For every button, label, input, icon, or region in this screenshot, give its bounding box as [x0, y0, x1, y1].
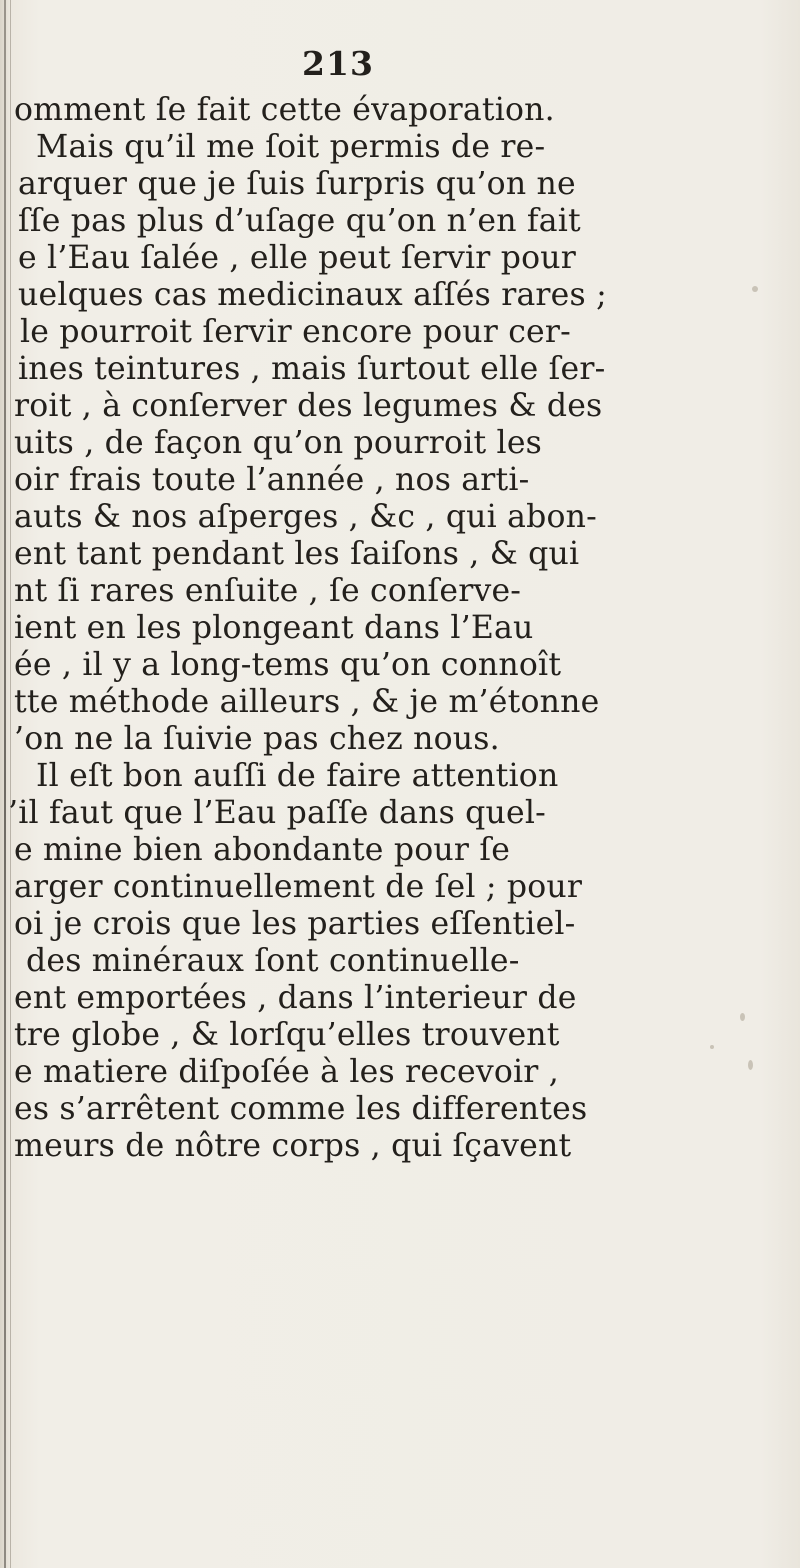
text-line: des minéraux ſont continuelle- [26, 943, 520, 979]
text-line: le pourroit ſervir encore pour cer- [20, 314, 571, 350]
text-line: meurs de nôtre corps , qui ſçavent [14, 1128, 572, 1164]
text-line: arger continuellement de ſel ; pour [14, 869, 583, 905]
paper-speck [710, 1045, 714, 1049]
paper-speck [748, 1060, 753, 1070]
text-line: ent emportées , dans l’interieur de [14, 980, 577, 1016]
text-line: ent tant pendant les ſaiſons , & qui [14, 536, 580, 572]
text-line: ines teintures , mais ſurtout elle ſer- [18, 351, 606, 387]
text-line: uelques cas medicinaux aſſés rares ; [18, 277, 607, 313]
text-line: oi je crois que les parties eſſentiel- [14, 906, 576, 942]
text-line: arquer que je ſuis ſurpris qu’on ne [18, 166, 576, 202]
text-line: ée , il y a long-tems qu’on connoît [14, 647, 562, 683]
text-line: tte méthode ailleurs , & je m’étonne [14, 684, 600, 720]
text-line: ient en les plongeant dans l’Eau [14, 610, 534, 646]
text-line: Il eſt bon auſſi de faire attention [36, 758, 559, 794]
text-line: uits , de façon qu’on pourroit les [14, 425, 543, 461]
text-line: roit , à conſerver des legumes & des [14, 388, 603, 424]
text-line: ſſe pas plus d’uſage qu’on n’en fait [18, 203, 581, 239]
text-line: ’on ne la ſuivie pas chez nous. [14, 721, 500, 757]
text-line: e mine bien abondante pour ſe [14, 832, 511, 868]
paper-speck [752, 286, 758, 292]
text-line: oir frais toute l’année , nos arti- [14, 462, 530, 498]
body-text [0, 92, 760, 1165]
text-line: ’il faut que l’Eau paſſe dans quel- [8, 795, 546, 831]
text-line: e l’Eau ſalée , elle peut ſervir pour [18, 240, 577, 276]
text-line: tre globe , & lorſqu’elles trouvent [14, 1017, 560, 1053]
page-number: 213 [302, 44, 374, 83]
text-line: auts & nos aſperges , &c , qui abon- [14, 499, 597, 535]
text-line: e matiere diſpoſée à les recevoir , [14, 1054, 559, 1090]
text-line: omment ſe fait cette évaporation. [14, 92, 555, 128]
text-line: nt ſi rares enſuite , ſe conſerve- [14, 573, 522, 609]
text-line: Mais qu’il me ſoit permis de re- [36, 129, 546, 165]
text-line: es s’arrêtent comme les differentes [14, 1091, 588, 1127]
paper-speck [740, 1013, 745, 1021]
